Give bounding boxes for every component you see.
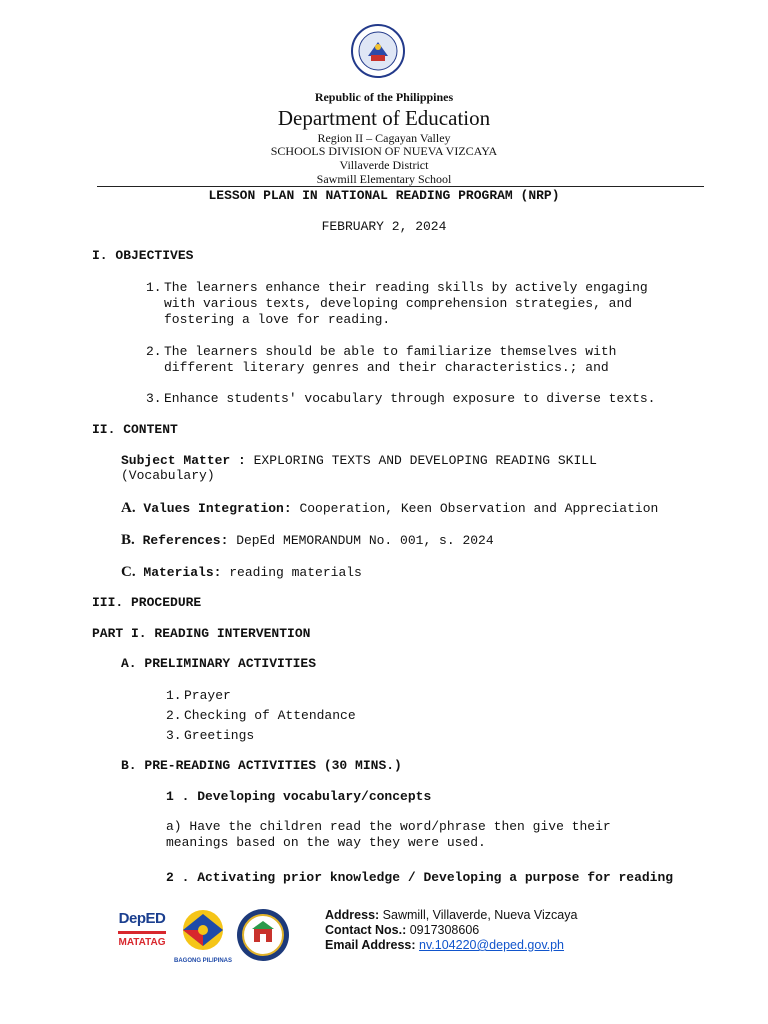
subject-matter-value: EXPLORING TEXTS AND DEVELOPING READING SKILL bbox=[245, 453, 597, 468]
sub1-heading: 1 . Developing vocabulary/concepts bbox=[166, 789, 432, 804]
objective-text: fostering a love for reading. bbox=[164, 312, 391, 327]
objective-item bbox=[146, 280, 648, 295]
prereading-heading: B. PRE-READING ACTIVITIES (30 MINS.) bbox=[121, 758, 402, 773]
sub2-heading: 2 . Activating prior knowledge / Developing a purpose for reading bbox=[166, 870, 674, 885]
objective-number: 1. bbox=[146, 280, 162, 295]
objective-text: with various texts, developing comprehension strategies, and bbox=[164, 296, 633, 311]
deped-matatag-logo bbox=[114, 910, 170, 960]
header-division: SCHOOLS DIVISION OF NUEVA VIZCAYA bbox=[270, 144, 498, 158]
address-value: Sawmill, Villaverde, Nueva Vizcaya bbox=[379, 908, 578, 922]
deped-logo-text: DepED bbox=[118, 910, 166, 927]
references-value: DepEd MEMORANDUM No. 001, s. 2024 bbox=[228, 533, 494, 548]
footer-address bbox=[325, 908, 577, 923]
header-district: Villaverde District bbox=[339, 158, 429, 172]
values-value: Cooperation, Keen Observation and Appreciation bbox=[291, 501, 659, 516]
address-label: Address: bbox=[325, 908, 380, 922]
document-date: FEBRUARY 2, 2024 bbox=[321, 219, 447, 234]
subject-matter bbox=[121, 453, 597, 468]
logo-stripe bbox=[118, 931, 166, 934]
email-label: Email Address: bbox=[325, 938, 416, 952]
list-number: 3. bbox=[166, 728, 182, 743]
list-text: Greetings bbox=[184, 728, 255, 743]
values-label: Values Integration: bbox=[143, 501, 292, 516]
list-number: 1. bbox=[166, 688, 182, 703]
bagong-pilipinas-text: BAGONG PILIPINAS bbox=[174, 958, 233, 964]
references-letter: B. bbox=[121, 532, 135, 548]
objective-number: 2. bbox=[146, 344, 162, 359]
materials-label: Materials: bbox=[143, 565, 222, 580]
list-text: Checking of Attendance bbox=[184, 708, 356, 723]
sub1-text: meanings based on the way they were used. bbox=[166, 835, 486, 850]
list-text: Prayer bbox=[184, 688, 231, 703]
list-item bbox=[166, 728, 254, 743]
objective-text: The learners should be able to familiarize themselves with bbox=[164, 344, 617, 359]
sub1-text: a) Have the children read the word/phrase then give their bbox=[166, 819, 611, 834]
email-link[interactable]: nv.104220@deped.gov.ph bbox=[419, 938, 565, 952]
contact-label: Contact Nos.: bbox=[325, 923, 407, 937]
school-seal-logo bbox=[236, 908, 290, 962]
bagong-pilipinas-logo bbox=[174, 908, 232, 962]
objective-text: Enhance students' vocabulary through exposure to diverse texts. bbox=[164, 391, 656, 406]
deped-seal-logo bbox=[351, 24, 405, 78]
part-heading: PART I. READING INTERVENTION bbox=[92, 626, 311, 641]
list-number: 2. bbox=[166, 708, 182, 723]
values-integration bbox=[121, 500, 658, 517]
procedure-heading: III. PROCEDURE bbox=[92, 595, 202, 610]
objective-text: The learners enhance their reading skills by actively engaging bbox=[164, 280, 648, 295]
materials bbox=[121, 564, 362, 581]
objectives-heading: I. OBJECTIVES bbox=[92, 248, 194, 263]
objective-text: different literary genres and their characteristics.; and bbox=[164, 360, 609, 375]
objective-number: 3. bbox=[146, 391, 162, 406]
materials-letter: C. bbox=[121, 564, 136, 580]
list-item bbox=[166, 708, 356, 723]
content-heading: II. CONTENT bbox=[92, 422, 178, 437]
contact-value: 0917308606 bbox=[406, 923, 480, 937]
objective-item bbox=[146, 344, 616, 359]
subject-matter-value-cont: (Vocabulary) bbox=[121, 468, 215, 483]
values-letter: A. bbox=[121, 500, 136, 516]
header-divider bbox=[97, 186, 704, 187]
references bbox=[121, 532, 494, 549]
references-label: References: bbox=[142, 533, 229, 548]
footer-contact bbox=[325, 908, 577, 953]
footer-email bbox=[325, 938, 577, 953]
matatag-logo-text: MATATAG bbox=[118, 937, 166, 948]
objective-item bbox=[146, 391, 655, 406]
list-item bbox=[166, 688, 231, 703]
header-region: Region II – Cagayan Valley bbox=[317, 131, 451, 145]
header-republic: Republic of the Philippines bbox=[314, 90, 454, 104]
header-school: Sawmill Elementary School bbox=[316, 172, 452, 186]
header-department: Department of Education bbox=[277, 106, 491, 130]
subject-matter-label: Subject Matter : bbox=[121, 453, 246, 468]
page-title: LESSON PLAN IN NATIONAL READING PROGRAM (NRP) bbox=[208, 188, 560, 203]
prelim-heading: A. PRELIMINARY ACTIVITIES bbox=[121, 656, 317, 671]
footer-contact-numbers bbox=[325, 923, 577, 938]
materials-value: reading materials bbox=[221, 565, 362, 580]
